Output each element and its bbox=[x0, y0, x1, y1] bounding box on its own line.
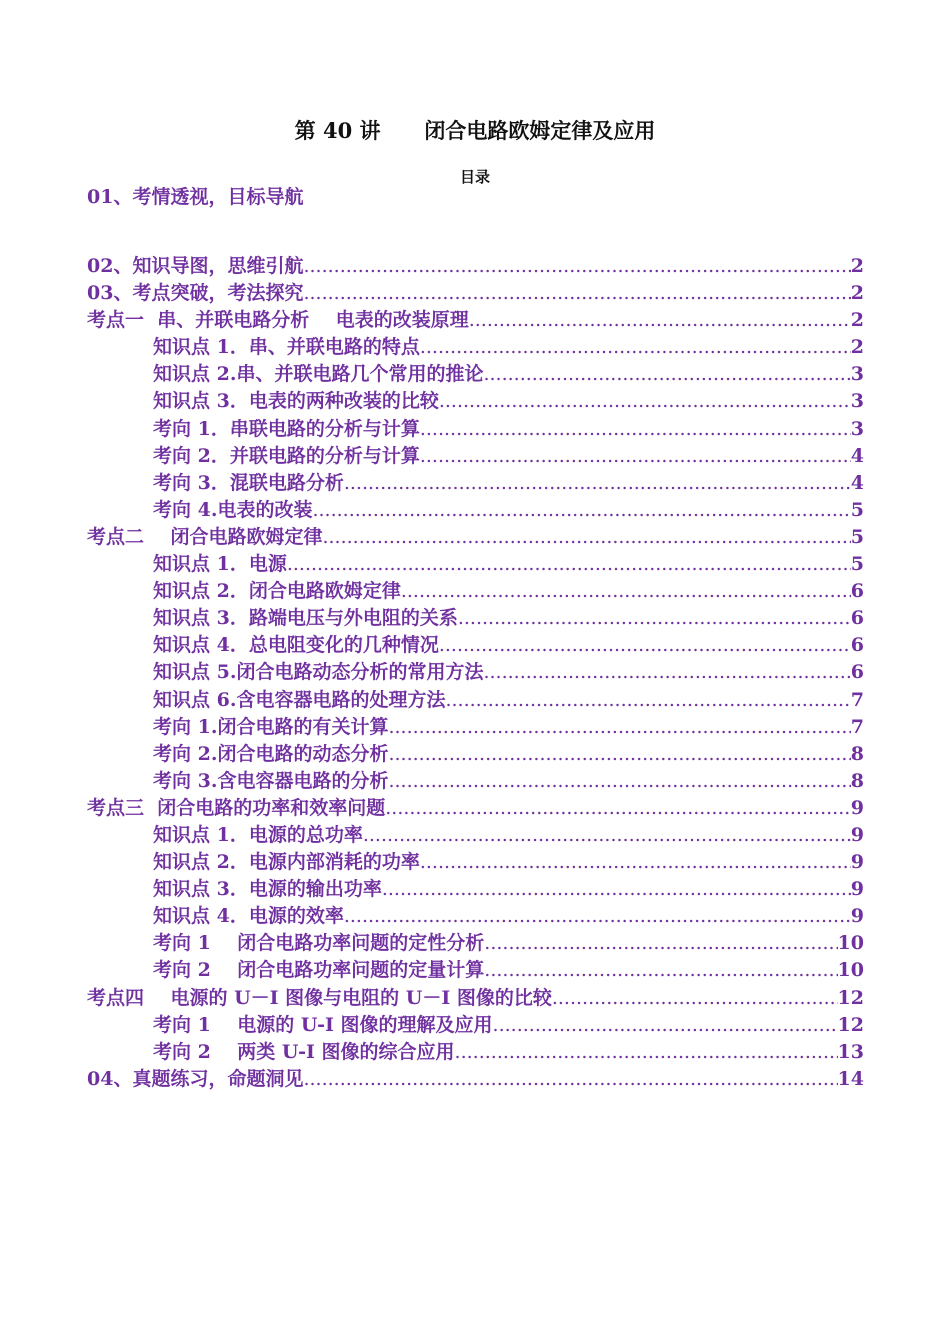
toc-entry-label: 知识点 1．串、并联电路的特点 bbox=[153, 336, 420, 359]
toc-entry[interactable] bbox=[87, 1010, 864, 1037]
toc-entry-label: 考向 1 闭合电路功率问题的定性分析 bbox=[153, 932, 485, 955]
toc-entry-label: 知识点 4．电源的效率 bbox=[153, 905, 344, 928]
toc-leader-dots bbox=[401, 580, 851, 602]
toc-entry-label: 04、真题练习，命题洞见 bbox=[87, 1067, 304, 1090]
toc-leader-dots bbox=[303, 1068, 837, 1090]
toc-entry[interactable] bbox=[87, 1064, 864, 1091]
toc-entry[interactable] bbox=[87, 820, 864, 847]
toc-entry-page: 8 bbox=[850, 742, 864, 765]
toc-entry-label: 考向 2．并联电路的分析与计算 bbox=[153, 444, 420, 467]
toc-entry[interactable] bbox=[87, 414, 864, 441]
toc-entry-page: 12 bbox=[837, 986, 864, 1009]
toc-entry-label: 考向 4.电表的改装 bbox=[153, 498, 313, 521]
toc-entry[interactable] bbox=[87, 278, 864, 305]
toc-leader-dots bbox=[303, 282, 850, 304]
toc-leader-dots bbox=[388, 743, 850, 765]
toc-entry-label: 考点四 电源的 U－I 图像与电阻的 U－I 图像的比较 bbox=[87, 986, 552, 1009]
toc-entry[interactable] bbox=[87, 251, 864, 278]
toc-leader-dots bbox=[484, 932, 837, 954]
toc-leader-dots bbox=[420, 336, 851, 358]
toc-entry-label: 考向 3．混联电路分析 bbox=[153, 471, 344, 494]
toc-entry-label: 知识点 3．路端电压与外电阻的关系 bbox=[153, 607, 458, 630]
toc-leader-dots bbox=[312, 499, 850, 521]
toc-entry[interactable] bbox=[87, 928, 864, 955]
toc-entry-label: 考向 1．串联电路的分析与计算 bbox=[153, 417, 420, 440]
toc-leader-dots bbox=[439, 634, 851, 656]
toc-entry[interactable] bbox=[87, 386, 864, 413]
toc-entry-page: 7 bbox=[850, 715, 864, 738]
toc-entry-page: 4 bbox=[850, 471, 864, 494]
toc-entry-page: 9 bbox=[850, 905, 864, 928]
toc-entry[interactable] bbox=[87, 359, 864, 386]
toc-entry[interactable] bbox=[87, 955, 864, 982]
toc-leader-dots bbox=[458, 607, 851, 629]
toc-entry-label: 知识点 1．电源的总功率 bbox=[153, 823, 363, 846]
toc-entry-label: 考点一 串、并联电路分析 电表的改装原理 bbox=[87, 309, 469, 332]
toc-leader-dots bbox=[388, 770, 850, 792]
toc-entry-page: 2 bbox=[850, 309, 864, 332]
toc-entry[interactable] bbox=[87, 712, 864, 739]
toc-entry[interactable] bbox=[87, 630, 864, 657]
toc-entry-page: 2 bbox=[850, 282, 864, 305]
toc-entry-page: 5 bbox=[850, 553, 864, 576]
toc-entry-page: 9 bbox=[850, 796, 864, 819]
toc-entry-page: 7 bbox=[850, 688, 864, 711]
toc-entry-label: 考向 3.含电容器电路的分析 bbox=[153, 769, 389, 792]
toc-entry[interactable] bbox=[87, 549, 864, 576]
toc-entry-label: 考向 2 闭合电路功率问题的定量计算 bbox=[153, 959, 485, 982]
toc-entry-label: 02、知识导图，思维引航 bbox=[87, 255, 304, 277]
toc-entry-label: 知识点 3．电源的输出功率 bbox=[153, 878, 382, 901]
toc-entry-page: 6 bbox=[850, 607, 864, 630]
toc-leader-dots bbox=[344, 905, 851, 927]
toc-leader-dots bbox=[388, 716, 850, 738]
toc-entry-label: 知识点 5.闭合电路动态分析的常用方法 bbox=[153, 661, 484, 684]
toc-leader-dots bbox=[484, 959, 837, 981]
toc-entry-page: 9 bbox=[850, 823, 864, 846]
toc-entry[interactable] bbox=[87, 874, 864, 901]
toc-entry-page: 2 bbox=[850, 255, 864, 277]
toc-entry-page: 9 bbox=[850, 851, 864, 874]
toc-entry-page: 4 bbox=[850, 444, 864, 467]
toc-entry[interactable] bbox=[87, 468, 864, 495]
toc-leader-dots bbox=[439, 390, 851, 412]
toc-entry-label: 知识点 1．电源 bbox=[153, 553, 287, 576]
toc-entry-page: 8 bbox=[850, 769, 864, 792]
toc-leader-dots bbox=[385, 797, 851, 819]
toc-leader-dots bbox=[344, 472, 851, 494]
toc-entry[interactable] bbox=[87, 739, 864, 766]
toc-entry[interactable] bbox=[87, 305, 864, 332]
toc-leader-dots bbox=[483, 661, 850, 683]
toc-leader-dots bbox=[455, 1041, 838, 1063]
toc-entry[interactable] bbox=[87, 603, 864, 630]
toc-entry-page: 6 bbox=[850, 661, 864, 684]
toc-leader-dots bbox=[483, 363, 850, 385]
toc-entry-label: 考向 2 两类 U-I 图像的综合应用 bbox=[153, 1040, 455, 1063]
toc-entry-page: 5 bbox=[850, 498, 864, 521]
toc-entry-label: 03、考点突破，考法探究 bbox=[87, 282, 304, 305]
toc-entry-page: 6 bbox=[850, 580, 864, 603]
toc-entry-label: 考向 1 电源的 U-I 图像的理解及应用 bbox=[153, 1013, 493, 1036]
toc-entry-label: 知识点 2．闭合电路欧姆定律 bbox=[153, 580, 401, 603]
toc-entry-page: 3 bbox=[850, 390, 864, 413]
toc-entry[interactable] bbox=[87, 576, 864, 603]
toc-entry[interactable] bbox=[87, 983, 864, 1010]
toc-entry-page: 2 bbox=[850, 336, 864, 359]
toc-entry-page: 6 bbox=[850, 634, 864, 657]
toc-leader-dots bbox=[420, 851, 851, 873]
toc-entry-label: 考点三 闭合电路的功率和效率问题 bbox=[87, 796, 386, 819]
toc-heading: 目录 bbox=[459, 168, 490, 186]
toc-entry[interactable] bbox=[87, 766, 864, 793]
toc-entry-label: 知识点 3．电表的两种改装的比较 bbox=[153, 390, 439, 413]
toc-leader-dots bbox=[445, 689, 850, 711]
toc-leader-dots bbox=[303, 255, 850, 277]
toc-entry[interactable] bbox=[87, 793, 864, 820]
toc-leader-dots bbox=[322, 526, 850, 548]
toc-leader-dots bbox=[493, 1014, 838, 1036]
toc-entry-page: 13 bbox=[837, 1040, 864, 1063]
toc-entry-page: 9 bbox=[850, 878, 864, 901]
toc-entry[interactable] bbox=[87, 522, 864, 549]
toc-entry-label: 考向 1.闭合电路的有关计算 bbox=[153, 715, 389, 738]
toc-entry-label: 知识点 2．电源内部消耗的功率 bbox=[153, 851, 420, 874]
toc-entry[interactable] bbox=[87, 847, 864, 874]
toc-entry-page: 14 bbox=[837, 1067, 864, 1090]
toc-leader-dots bbox=[552, 987, 838, 1009]
toc-entry[interactable] bbox=[87, 685, 864, 712]
toc-entry-page: 10 bbox=[837, 932, 864, 955]
table-of-contents bbox=[87, 251, 864, 1091]
toc-entry[interactable] bbox=[87, 495, 864, 522]
toc-entry[interactable] bbox=[87, 1037, 864, 1064]
toc-entry-label: 知识点 2.串、并联电路几个常用的推论 bbox=[153, 363, 484, 386]
toc-entry[interactable] bbox=[87, 657, 864, 684]
toc-leader-dots bbox=[420, 418, 851, 440]
toc-entry-page: 3 bbox=[850, 417, 864, 440]
toc-entry[interactable] bbox=[87, 441, 864, 468]
toc-leader-dots bbox=[287, 553, 851, 575]
toc-entry[interactable] bbox=[87, 332, 864, 359]
toc-leader-dots bbox=[382, 878, 851, 900]
toc-leader-dots bbox=[469, 309, 851, 331]
toc-entry-label: 考点二 闭合电路欧姆定律 bbox=[87, 525, 323, 548]
toc-entry[interactable] bbox=[87, 901, 864, 928]
toc-entry-page: 12 bbox=[837, 1013, 864, 1036]
toc-entry-label: 知识点 6.含电容器电路的处理方法 bbox=[153, 688, 446, 711]
toc-entry-page: 10 bbox=[837, 959, 864, 982]
toc-entry-page: 3 bbox=[850, 363, 864, 386]
page-title: 第 40 讲 闭合电路欧姆定律及应用 bbox=[294, 118, 656, 143]
toc-entry-label: 考向 2.闭合电路的动态分析 bbox=[153, 742, 389, 765]
toc-entry-first[interactable]: 01、考情透视，目标导航 bbox=[87, 186, 304, 208]
toc-entry-page: 5 bbox=[850, 525, 864, 548]
toc-leader-dots bbox=[420, 445, 851, 467]
toc-leader-dots bbox=[363, 824, 851, 846]
toc-entry-label: 知识点 4．总电阻变化的几种情况 bbox=[153, 634, 439, 657]
